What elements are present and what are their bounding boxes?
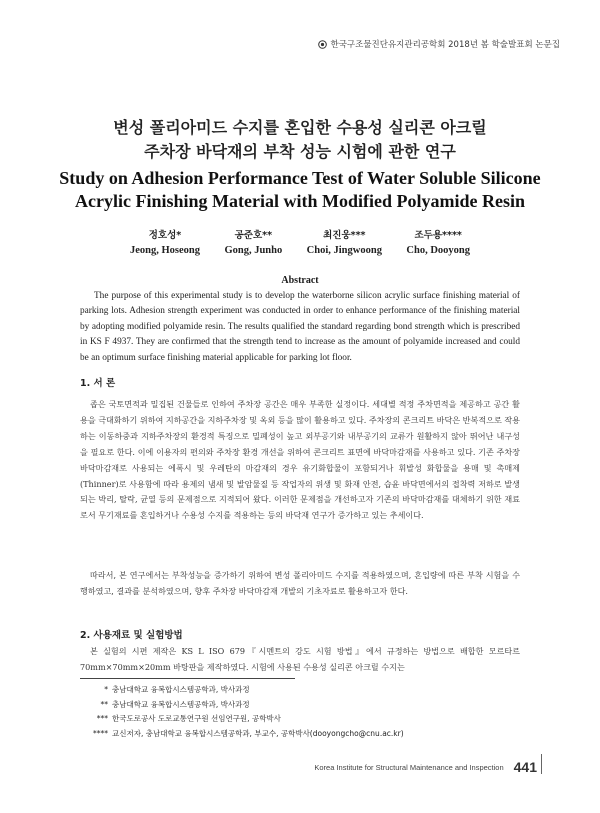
body-paragraph: 본 실험의 시편 제작은 KS L ISO 679『시멘트의 강도 시험 방법』에서 규정하는 방법으로 배합한 모르타르 70mm×70mm×20mm 바탕판을 제작하였다. 시험에 사용된 수용성 실리콘 아크릴 수지는 bbox=[80, 646, 520, 672]
footnote bbox=[80, 712, 520, 727]
author-english-name: Choi, Jingwoong bbox=[306, 245, 382, 256]
english-title-line-2: Acrylic Finishing Material with Modified Polyamide Resin bbox=[75, 191, 525, 211]
body-paragraph: 따라서, 본 연구에서는 부착성능을 증가하기 위하여 변성 폴리아미드 수지를 적용하였으며, 혼입량에 따른 부착 시험을 수행하였고, 결과를 분석하였으며, 향후 주차장 바닥마감재 개발의 기초자료로 활용하고자 한다. bbox=[80, 570, 520, 596]
body-paragraph: 좁은 국토면적과 밀집된 건물들로 인하여 주차장 공간은 매우 부족한 실정이다. 세대별 적정 주차면적을 제공하고 공간 활용을 극대화하기 위하여 지하공간을 지하주차장 및 옥외 등을 많이 활용하고 있다. 주차장의 콘크리트 바닥은 반복적으로 작용하는 이동하중과 지하주차장의 환경적 특징으로 밀폐성이 높고 외부공기와 내부공기의 교류가 원활하지 않아 뛰어난 내구성을 필요로 한다. 이에 이용자의 편의와 주차장 환경 개선을 위하여 콘크리트 표면에 바닥마감재를 사용하고 있다. 기존 주차장 바닥마감재로 사용되는 에폭시 및 우레탄의 마감재의 경우 유기화합물이 포함되거나 휘발성 화합물을 용매 및 촉매제(Thinner)로 사용함에 따라 용제의 냄새 및 발암물질 등 작업자의 위생 및 화재 안전, 습윤 바닥면에서의 접착력 저하로 발생되는 박리, 탈락, 균열 등의 문제점으로 지적되어 왔다. 이러한 문제점을 개선하고자 기존의 바닥마감재를 대체하기 위한 재료로서 무기재료를 혼입하거나 수용성 수지를 적용하는 등의 바닥재 연구가 증가하고 있는 추세이다. bbox=[80, 399, 520, 521]
korean-title bbox=[0, 116, 600, 164]
author-list bbox=[130, 228, 470, 258]
section-heading-introduction: 1. 서 론 bbox=[80, 378, 116, 389]
footer-organization: Korea Institute for Structural Maintenance and Inspection bbox=[314, 762, 504, 772]
running-header bbox=[318, 38, 560, 50]
abstract-text: The purpose of this experimental study is to develop the waterborne silicon acrylic surface finishing material of parking lots. Adhesion strength experiment was conducted in order to enhance performance of the finishing material by adopting modified polyamide resin. The results qualified the standard regarding bond strength which is prescribed in KS F 4937. They are confirmed that the strength tend to increase as the amount of polyamide increased and could be an optimum surface finishing material applicable for parking lot floor. bbox=[80, 291, 520, 363]
author bbox=[307, 228, 382, 258]
english-title-line-1: Study on Adhesion Performance Test of Water Soluble Silicone bbox=[59, 168, 541, 188]
footnote-mark: **** bbox=[93, 729, 108, 739]
footnote-text: 교신저자, 충남대학교 융복합시스템공학과, 부교수, 공학박사(dooyongcho@cnu.ac.kr) bbox=[112, 729, 404, 739]
footnote-mark: ** bbox=[100, 699, 108, 709]
english-title bbox=[0, 167, 600, 213]
page-footer bbox=[314, 759, 537, 775]
author bbox=[130, 228, 200, 258]
proceedings-title: 한국구조물진단유지관리공학회 2018년 봄 학술발표회 논문집 bbox=[330, 40, 560, 50]
footnote bbox=[80, 683, 520, 698]
footnote-divider bbox=[80, 678, 295, 679]
author-korean-name: 최진웅*** bbox=[323, 230, 366, 241]
section-heading-materials-methods: 2. 사용재료 및 실험방법 bbox=[80, 630, 183, 641]
society-logo-icon bbox=[318, 40, 327, 49]
footnote-text: 충남대학교 융복합시스템공학과, 박사과정 bbox=[112, 685, 250, 694]
footnote-mark: * bbox=[104, 685, 108, 694]
footnote-mark: *** bbox=[96, 714, 108, 724]
korean-title-line-2: 주차장 바닥재의 부착 성능 시험에 관한 연구 bbox=[144, 142, 456, 161]
author-english-name: Cho, Dooyong bbox=[406, 245, 470, 256]
author-korean-name: 조두용**** bbox=[414, 230, 462, 241]
footer-divider bbox=[541, 754, 542, 774]
footnote-text: 한국도로공사 도로교통연구원 선임연구원, 공학박사 bbox=[112, 714, 281, 724]
author-korean-name: 공준호** bbox=[234, 230, 273, 241]
author-english-name: Jeong, Hoseong bbox=[130, 245, 201, 256]
author-korean-name: 정호성* bbox=[148, 230, 182, 241]
abstract-heading: Abstract bbox=[281, 275, 319, 286]
footnotes bbox=[80, 683, 520, 742]
page-number: 441 bbox=[513, 759, 537, 775]
author bbox=[224, 228, 282, 258]
author-english-name: Gong, Junho bbox=[224, 245, 283, 256]
footnote-text: 충남대학교 융복합시스템공학과, 박사과정 bbox=[112, 699, 250, 709]
footnote bbox=[80, 698, 520, 713]
korean-title-line-1: 변성 폴리아미드 수지를 혼입한 수용성 실리콘 아크릴 bbox=[113, 118, 487, 137]
author bbox=[406, 228, 470, 258]
footnote bbox=[80, 727, 520, 742]
